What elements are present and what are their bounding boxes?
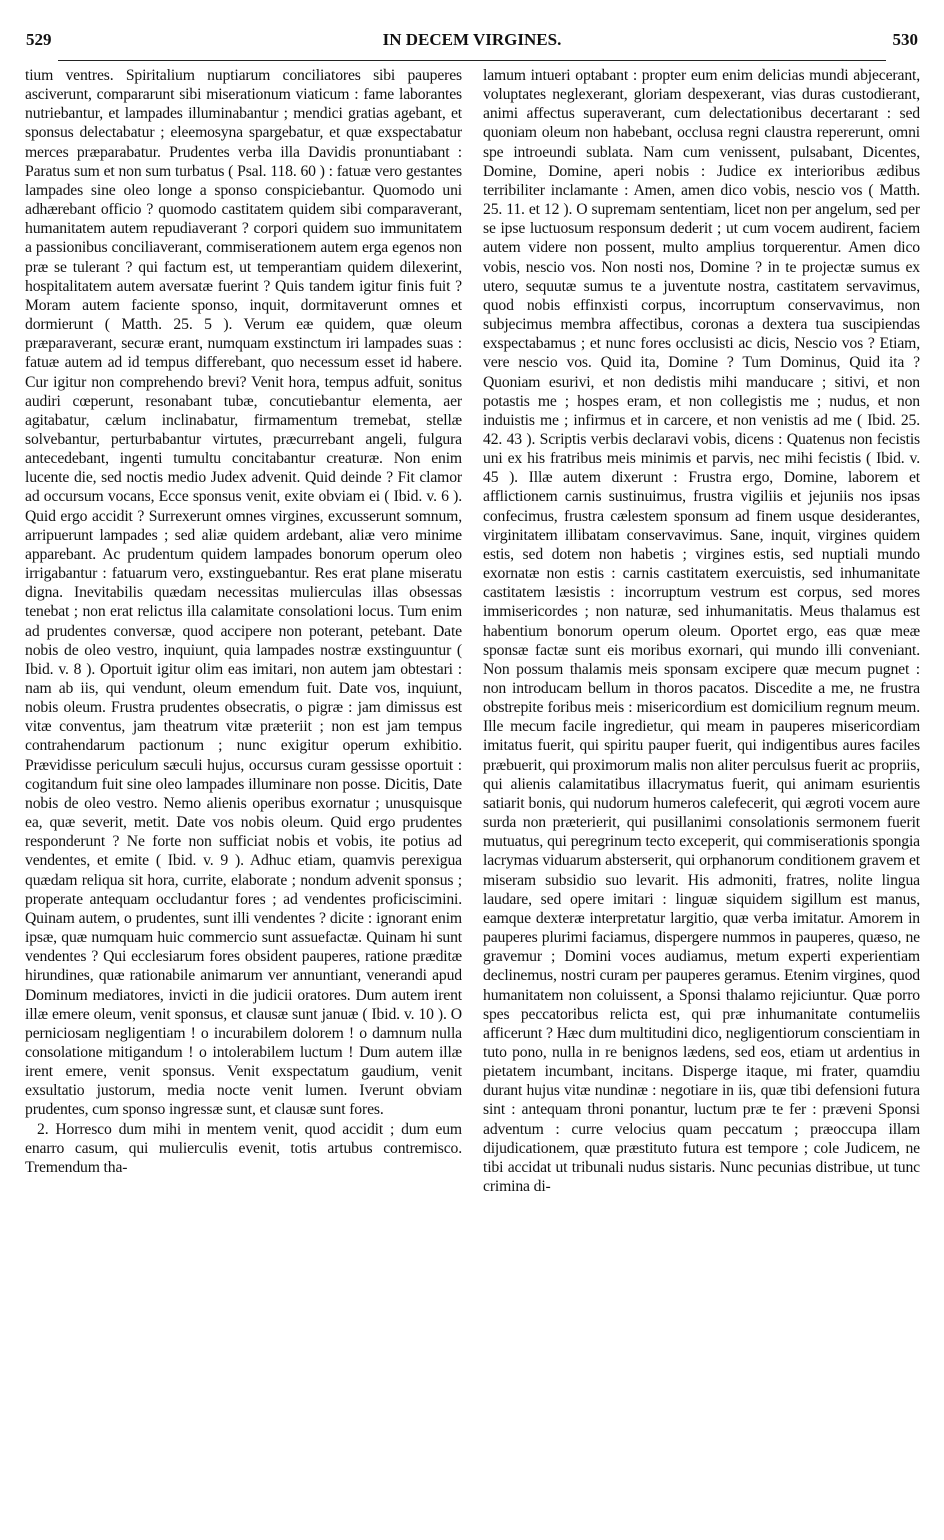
page-number-left: 529	[26, 30, 52, 49]
running-title: IN DECEM VIRGINES.	[382, 30, 562, 49]
left-paragraph-2: 2. Horresco dum mihi in mentem venit, quod accidit ; dum eum enarro casum, qui mulierculis evenit, totis artubus contremisco. Tremendum tha-	[25, 1120, 462, 1176]
running-header	[26, 30, 918, 56]
right-paragraph-1: lamum intueri optabant : propter eum enim delicias mundi abjecerant, voluptates neglexerant, gloriam despexerant, vias duras custodierant, animi affectus superaverant, cum delectationibus decertarant : sed quoniam oleum non habebant, occlusa regni claustra repererunt, omni spe introeundi sublata. Nam cum venissent, pulsabant, Dicentes, Domine, Domine, aperi nobis : Judice ex interioribus ædibus terribiliter inclamante : Amen, amen dico vobis, nescio vos ( Matth. 25. 11. et 12 ). O supremam sententiam, licet non per angelum, sed per se ipse luctuosum responsum dederit ; ut cum vocem audirent, faciem autem videre non possent, multo amplius torquerentur. Amen dico vobis, nescio vos. Non nosti nos, Domine ? in te projectæ sumus ex utero, sequutæ sumus te a juventute nostra, castitatem servavimus, quod nobis effinxisti corpus, incorruptum conservavimus, non subjecimus membra affectibus, coronas a dextera tua suscipiendas exspectabamus ; et nunc fores occlusisti ac dicis, Nescio vos ? Etiam, vere nescio vos. Quid ita, Domine ? Tum Dominus, Quid ita ? Quoniam esurivi, et non dedistis mihi manducare ; sitivi, et non potastis me ; hospes eram, et non collegistis me ; nudus, et non induistis me ; infirmus et in carcere, et non venistis ad me ( Ibid. 25. 42. 43 ). Scriptis verbis declaravi vobis, dicens : Quatenus non fecistis uni ex his fratribus meis minimis et parvis, nec mihi fecistis ( Ibid. v. 45 ). Illæ autem dixerunt : Frustra ergo, Domine, laborem et afflictionem carnis sustinuimus, frustra vigiliis et jejuniis nos ipsas confecimus, frustra cælestem sponsum ad finem usque desiderantes, virginitatem illibatam conservavimus. Sane, inquit, virgines quidem estis, sed dotem non habetis ; virgines estis, sed nuptiali mundo exornatæ non estis : carnis castitatem exercuistis, sed inhumanitate castitatem læsistis : incorruptum vestrum est corpus, sed mores immisericordes ; non naturæ, sed inhumanitatis. Meus thalamus est habentium bonorum operum oleum. Oportet ergo, eas quæ meæ sponsæ factæ sunt eis moribus exornari, qui mundo illi conveniant. Non possum thalamis meis sponsam excipere quæ mecum pugnet : non introducam bellum in thoros pacatos. Discedite a me, ne frustra obstrepite foribus meis : misericordium est domicilium regnum meum. Ille mecum facile ingredietur, qui meam in pauperes misericordiam imitatus fuerit, qui spiritu pauper fuerit, qui indigentibus aures faciles præbuerit, qui proximorum malis non aliter perculsus fuerit ac propriis, qui alienis calamitatibus illacrymatus fuerit, qui animam esurientis satiarit bonis, qui nudorum humeros calefecerit, qui ægroti vocem aure surda non præterierit, qui pusillanimi consolationis sermonem fuerit mutuatus, qui peregrinum tecto exceperit, qui commiserationis spongia lacrymas viduarum absterserit, qui orphanorum conditionem gravem et miseram subsidio suo levarit. His admoniti, fratres, nolite lingua laudare, sed opere imitari : linguæ siquidem sigillum est manus, eamque dexteræ interpretatur largitio, quæ verba imitatur. Amorem in pauperes plurimi faciamus, dispergere nummos in pauperes, quæso, ne gravemur ; Domini voces audiamus, metum experti experientiam declinemus, nostri curam per pauperes geramus. Etenim virgines, quod humanitatem non coluissent, a Sponsi thalamo rejiciuntur. Quæ porro spes peccatoribus relicta est, qui præ inhumanitate contumeliis afficerunt ? Hæc dum multitudini dico, negligentiorum conscientiam in tuto pono, nulla in re benignos lædens, sed eos, etiam ut ardentius in pietatem incumbant, incitans. Disperge itaque, mi frater, quamdiu durant hujus vitæ nundinæ : negotiare in iis, quæ tibi defensioni futura sint : antequam throni ponantur, luctum præ te fer : præveni Sponsi adventum : curre velocius quam peccatum ; præoccupa illam dijudicationem, quæ præstituto futura est tempore ; cole Judicem, ne tibi accidat ut tribunali nudus sistaris. Nunc pecunias distribue, ut tunc crimina di-	[483, 67, 920, 1196]
left-column	[25, 66, 462, 1177]
header-rule	[58, 60, 886, 61]
page-number-right: 530	[892, 30, 918, 49]
left-paragraph-1: tium ventres. Spiritalium nuptiarum conciliatores sibi pauperes asciverunt, compararunt sibi miserationum viaticum : fame laborantes nutriebantur, et lampades illuminabantur ; mendici gratias agebant, et sponsus delectabatur ; eleemosyna spargebatur, et quæ exspectabatur merces præparabatur. Prudentes verba illa Davidis pronuntiabant : Paratus sum et non sum turbatus ( Psal. 118. 60 ) : fatuæ vero gestantes lampades sine oleo longe a sponso conspiciebantur. Quomodo uni adhærebant officio ? quomodo castitatem quidem sibi comparaverant, humanitatem autem repudiaverant ? corpori quidem suo immunitatem a passionibus conciliaverant, commiserationem autem erga egenos non præ se tulerant ? qui factum est, ut temperantiam quidem dilexerint, hospitalitatem autem aversatæ fuerint ? Quis tandem igitur finis fuit ? Moram autem faciente sponso, inquit, dormitaverunt omnes et dormierunt ( Matth. 25. 5 ). Verum eæ quidem, quæ oleum præparaverant, securæ erant, numquam exstinctum iri lampades suas : fatuæ autem ad id tempus differebant, quo necessum esset id habere. Cur igitur non comprehendo brevi? Venit hora, tempus adfuit, sonitus audiri cœperunt, resonabant tubæ, concutiebantur elementa, aer agitabatur, cælum inclinabatur, firmamentum tremebat, stellæ solvebantur, perturbabantur virtutes, præcurrebant angeli, fulgura antecedebant, ingenti tumultu concitabantur creaturæ. Non enim lucente die, sed noctis medio Judex advenit. Quid deinde ? Fit clamor ad occursum vocans, Ecce sponsus venit, exite obviam ei ( Ibid. v. 6 ). Quid ergo accidit ? Surrexerunt omnes virgines, excusserunt somnum, arripuerunt lampades ; sed aliæ quidem ardebant, aliæ vero minime apparebant. Ac prudentum quidem lampades bonorum operum oleo irrigabantur : fatuarum vero, exstinguebantur. Res erat plane miseratu digna. Inevitabilis quædam necessitas mulierculas illas obsessas tenebat ; non erat relictus illa calamitate consolationi locus. Tum enim ad prudentes conversæ, quod accipere non poterant, petebant. Date nobis de oleo vestro, inquiunt, quia lampades nostræ exstinguuntur ( Ibid. v. 8 ). Oportuit igitur olim eas imitari, non autem jam obtestari : nam ab iis, qui vendunt, oleum emendum fuit. Date vos, inquiunt, nobis oleum. Frustra prudentes obsecratis, o pigræ : jam dimissus est vitæ conventus, jam theatrum vitæ præteriit ; non est jam tempus contrahendarum pactionum ; nunc exigitur operum exhibitio. Prævidisse periculum sæculi hujus, occursus curam gessisse oportuit : cogitandum fuit sine oleo lampades illuminare non posse. Dicitis, Date nobis de oleo vestro. Nemo alienis operibus exornatur ; unusquisque ea, quæ severit, metit. Date vos nobis oleum. Quid ergo prudentes responderunt ? Ne forte non sufficiat nobis et vobis, ite potius ad vendentes, et emite ( Ibid. v. 9 ). Adhuc etiam, quamvis perexigua quædam reliqua sit hora, currite, elaborate ; nondum advenit sponsus ; properate antequam occludantur fores ; ad vendentes proficiscimini. Quinam autem, o prudentes, sunt illi vendentes ? dicite : ignorant enim ipsæ, quæ numquam huic commercio sunt assuefactæ. Quinam hi sunt vendentes ? Qui ecclesiarum fores obsident pauperes, ratione præditæ hirundines, quæ rationabile animarum ver annuntiant, venerandi apud Dominum mediatores, invicti in die judicii oratores. Dum autem irent illæ emere oleum, venit sponsus, et clausæ sunt januæ ( Ibid. v. 10 ). O perniciosam negligentiam ! o incurabilem dolorem ! o damnum nulla consolatione mitigandum ! o intolerabilem luctum ! Dum autem illæ irent emere, venit sponsus. Venit exspectatum gaudium, venit exsultatio justorum, media nocte venit lumen. Iverunt obviam prudentes, cum sponso ingressæ sunt, et clausæ sunt fores.	[25, 67, 462, 1119]
right-column	[483, 66, 920, 1196]
